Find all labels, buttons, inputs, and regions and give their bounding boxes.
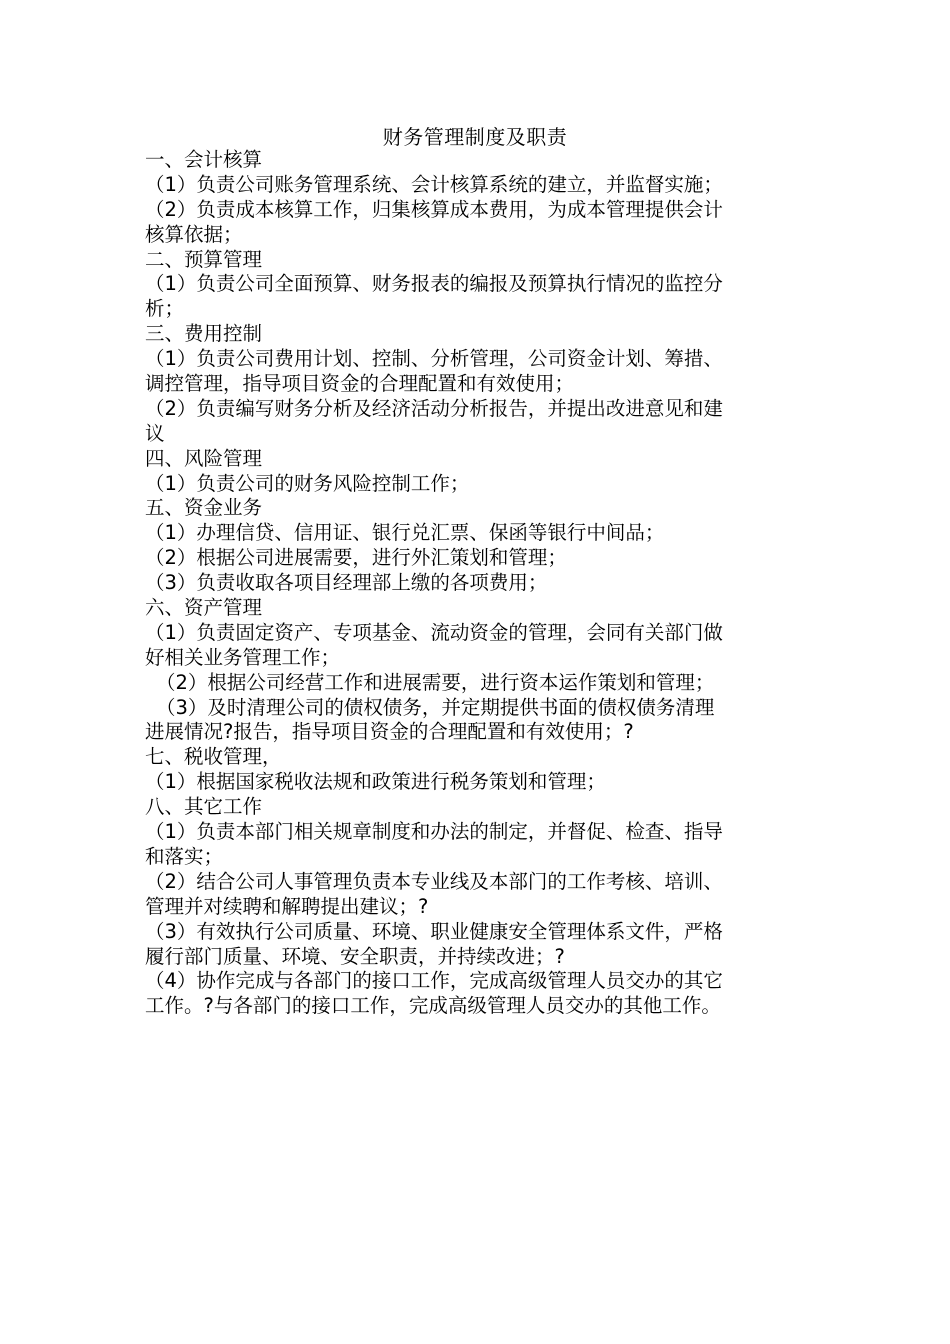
document-line: 进展情况?报告，指导项目资金的合理配置和有效使用；? xyxy=(145,720,634,744)
document-line: （1）负责公司全面预算、财务报表的编报及预算执行情况的监控分 xyxy=(145,272,723,296)
document-line: （3）及时清理公司的债权债务，并定期提供书面的债权债务清理 xyxy=(156,695,715,719)
document-title: 财务管理制度及职责 xyxy=(382,125,568,149)
document-line: 履行部门质量、环境、安全职责，并持续改进；? xyxy=(145,944,565,968)
document-line: （2）根据公司经营工作和进展需要，进行资本运作策划和管理； xyxy=(156,670,715,694)
document-line: 议 xyxy=(145,421,165,445)
document-line: （2）根据公司进展需要，进行外汇策划和管理； xyxy=(145,546,567,570)
document-line: 析； xyxy=(145,297,185,321)
document-line: （1）根据国家税收法规和政策进行税务策划和管理； xyxy=(145,770,606,794)
document-line: 和落实； xyxy=(145,844,224,868)
document-line: 二、预算管理 xyxy=(145,247,263,271)
document-line: 四、风险管理 xyxy=(145,446,263,470)
document-body xyxy=(145,148,810,1019)
document-line: （2）负责成本核算工作，归集核算成本费用，为成本管理提供会计 xyxy=(145,197,723,221)
document-line: （1）办理信贷、信用证、银行兑汇票、保函等银行中间品； xyxy=(145,521,665,545)
document-line: 好相关业务管理工作； xyxy=(145,645,341,669)
document-line: 核算依据； xyxy=(145,222,243,246)
document-line: （1）负责公司账务管理系统、会计核算系统的建立，并监督实施； xyxy=(145,172,723,196)
document-line: （1）负责本部门相关规章制度和办法的制定，并督促、检查、指导 xyxy=(145,820,723,844)
document-line: （2）结合公司人事管理负责本专业线及本部门的工作考核、培训、 xyxy=(145,869,723,893)
document-line: 工作。?与各部门的接口工作，完成高级管理人员交办的其他工作。 xyxy=(145,994,721,1018)
document-line: （1）负责公司的财务风险控制工作； xyxy=(145,471,470,495)
document-line: （1）负责固定资产、专项基金、流动资金的管理，会同有关部门做 xyxy=(145,620,723,644)
document-line: （3）负责收取各项目经理部上缴的各项费用； xyxy=(145,571,548,595)
document-line: 五、资金业务 xyxy=(145,496,263,520)
document-line: 八、其它工作 xyxy=(145,795,263,819)
document-line: （4）协作完成与各部门的接口工作，完成高级管理人员交办的其它 xyxy=(145,969,723,993)
document-line: 调控管理，指导项目资金的合理配置和有效使用； xyxy=(145,372,575,396)
document-line: 管理并对续聘和解聘提出建议；? xyxy=(145,894,429,918)
document-line: （3）有效执行公司质量、环境、职业健康安全管理体系文件，严格 xyxy=(145,919,723,943)
document-line: （1）负责公司费用计划、控制、分析管理，公司资金计划、筹措、 xyxy=(145,347,723,371)
document-line: 三、费用控制 xyxy=(145,322,263,346)
document-line: 七、税收管理， xyxy=(145,745,282,769)
document-line: 六、资产管理 xyxy=(145,596,263,620)
document-line: （2）负责编写财务分析及经济活动分析报告，并提出改进意见和建 xyxy=(145,396,723,420)
document-line: 一、会计核算 xyxy=(145,148,263,171)
